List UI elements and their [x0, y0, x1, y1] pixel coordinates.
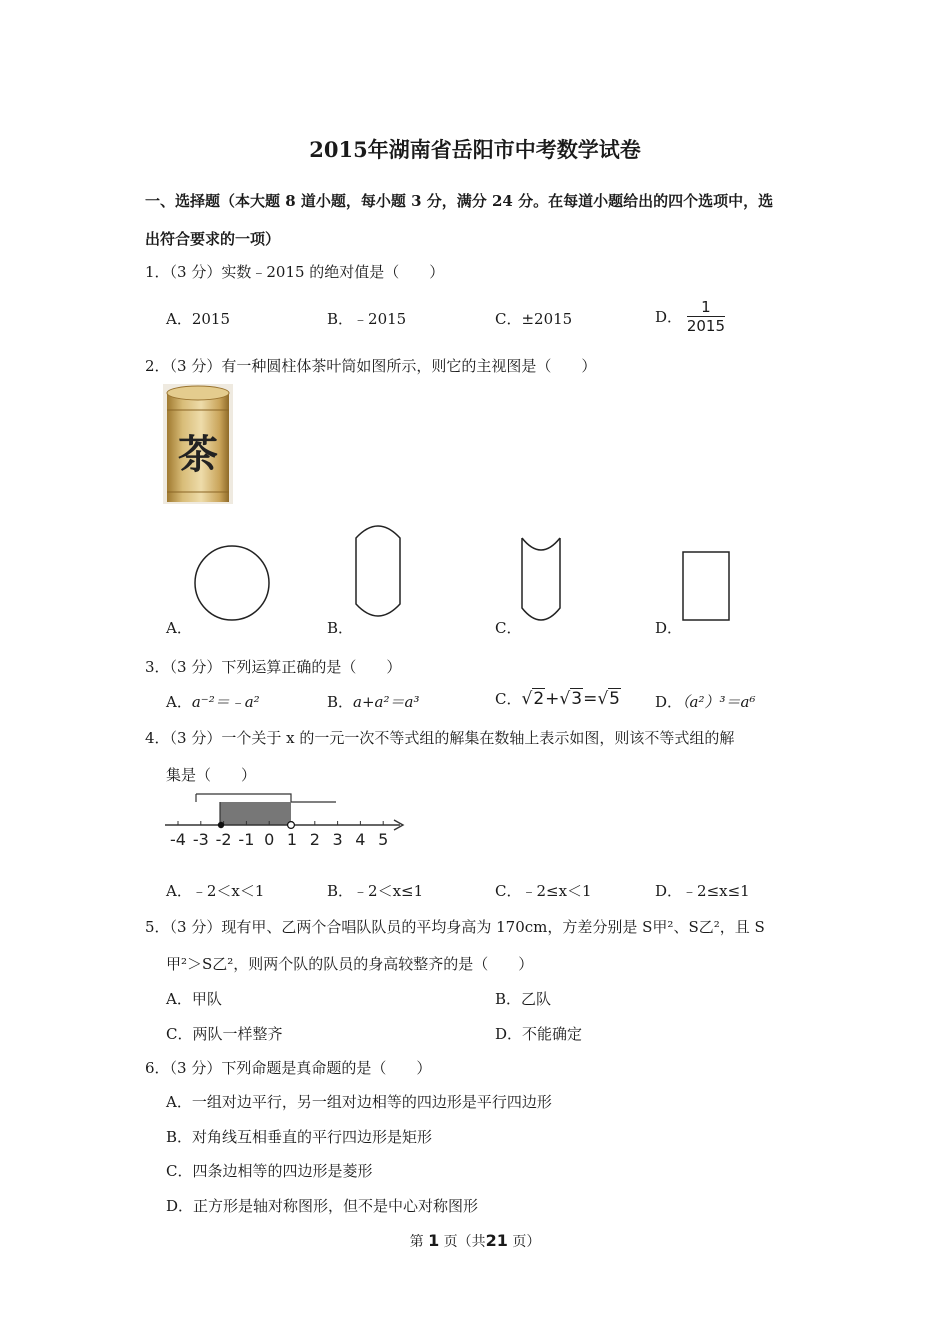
- tea-character: 茶: [178, 432, 218, 478]
- fraction-numerator: 1: [687, 298, 725, 317]
- q2-option-c[interactable]: C．: [495, 619, 522, 637]
- q4-option-a[interactable]: A．﹣2＜x＜1: [166, 882, 265, 900]
- axis-tick-label: 3: [332, 830, 343, 849]
- q1-option-b[interactable]: B．﹣2015: [327, 310, 407, 328]
- q5-option-a[interactable]: A．甲队: [166, 990, 222, 1008]
- q5-option-b[interactable]: B．乙队: [495, 990, 552, 1008]
- q3-option-c-label: C．: [495, 690, 522, 708]
- q6-option-a[interactable]: A．一组对边平行，另一组对边相等的四边形是平行四边形: [166, 1093, 552, 1111]
- q4-option-c[interactable]: C．﹣2≤x＜1: [495, 882, 592, 900]
- q6-option-b[interactable]: B．对角线互相垂直的平行四边形是矩形: [166, 1128, 433, 1146]
- q3-option-b-expr: a+a²＝a³: [353, 693, 420, 711]
- axis-tick-label: 1: [286, 830, 298, 849]
- q1-option-d-fraction: [687, 298, 725, 335]
- axis-tick-label: -1: [238, 830, 255, 849]
- question-4-text-line1: 4．（3 分）一个关于 x 的一元一次不等式组的解集在数轴上表示如图，则该不等式组的解: [145, 729, 735, 747]
- solution-shaded-region: [220, 802, 291, 825]
- q2-option-a[interactable]: A．: [166, 619, 192, 637]
- page-footer: 第 1 页（共21 页）: [409, 1231, 541, 1250]
- q1-option-d-label: D．: [655, 308, 683, 326]
- q4-option-d[interactable]: D．﹣2≤x≤1: [655, 882, 750, 900]
- open-endpoint-marker: [288, 822, 295, 829]
- solution-bracket-upper: [196, 794, 336, 802]
- question-1-text: 1．（3 分）实数﹣2015 的绝对值是（ ）: [145, 263, 445, 281]
- q4-number-line: [160, 788, 410, 850]
- current-page-number: 1: [428, 1231, 440, 1250]
- closed-endpoint-marker: [218, 822, 224, 828]
- axis-tick-label: -4: [170, 830, 186, 849]
- q3-option-c[interactable]: C．√2+√3=√5: [495, 689, 620, 709]
- sqrt-2: √2: [521, 689, 545, 709]
- total-pages: 21: [485, 1231, 508, 1250]
- q2-figure-b-capsule: [354, 518, 402, 624]
- axis-tick-label: 4: [355, 830, 366, 849]
- page-title: 2015年湖南省岳阳市中考数学试卷: [309, 137, 641, 162]
- q1-option-a[interactable]: A．2015: [166, 310, 231, 328]
- axis-tick-label: -3: [192, 830, 209, 849]
- q3-option-d-label: D．: [655, 693, 683, 711]
- q4-option-b[interactable]: B．﹣2＜x≤1: [327, 882, 424, 900]
- q3-option-d[interactable]: [655, 691, 755, 712]
- q1-option-d[interactable]: [655, 298, 725, 335]
- question-5-text-line2: 甲²＞S乙²，则两个队的队员的身高较整齐的是（ ）: [166, 955, 534, 973]
- question-2-text: 2．（3 分）有一种圆柱体茶叶筒如图所示，则它的主视图是（ ）: [145, 357, 597, 375]
- section-heading-line1: 一、选择题（本大题 8 道小题，每小题 3 分，满分 24 分。在每道小题给出的四个选项中，选: [145, 192, 774, 210]
- axis-tick-label: 5: [378, 830, 389, 849]
- sqrt-5: √5: [597, 689, 620, 709]
- q6-option-d[interactable]: D．正方形是轴对称图形，但不是中心对称图形: [166, 1197, 479, 1215]
- q2-figure-a-circle: [193, 544, 271, 622]
- q5-option-c[interactable]: C．两队一样整齐: [166, 1025, 283, 1043]
- q3-option-a-label: A．: [166, 693, 192, 711]
- question-5-text-line1: 5．（3 分）现有甲、乙两个合唱队队员的平均身高为 170cm，方差分别是 S甲²、S乙²，且 S: [145, 918, 765, 936]
- q5-option-d[interactable]: D．不能确定: [495, 1025, 583, 1043]
- axis-tick-label: 2: [309, 830, 320, 849]
- section-heading-line2: 出符合要求的一项）: [145, 230, 281, 248]
- sqrt-3: √3: [559, 689, 583, 709]
- q2-figure-d-rectangle: [682, 551, 731, 622]
- q1-option-c[interactable]: C．±2015: [495, 310, 573, 328]
- q2-figure-c-u-shape: [520, 536, 562, 622]
- fraction-denominator: 2015: [686, 317, 725, 335]
- tea-can-image: [163, 384, 233, 504]
- q3-option-b[interactable]: [327, 691, 419, 712]
- question-6-text: 6．（3 分）下列命题是真命题的是（ ）: [145, 1059, 432, 1077]
- question-4-text-line2: 集是（ ）: [166, 766, 257, 784]
- axis-tick-label: 0: [264, 830, 275, 849]
- q3-option-a[interactable]: [166, 691, 260, 712]
- q2-option-b[interactable]: B．: [327, 619, 354, 637]
- q3-option-a-expr: a⁻²＝﹣a²: [191, 693, 260, 711]
- q3-option-d-expr: （a²）³＝a⁶: [682, 693, 756, 711]
- q2-option-d[interactable]: D．: [655, 619, 683, 637]
- q6-option-c[interactable]: C．四条边相等的四边形是菱形: [166, 1162, 373, 1180]
- q3-option-b-label: B．: [327, 693, 354, 711]
- axis-tick-label: -2: [215, 830, 232, 849]
- question-3-text: 3．（3 分）下列运算正确的是（ ）: [145, 658, 402, 676]
